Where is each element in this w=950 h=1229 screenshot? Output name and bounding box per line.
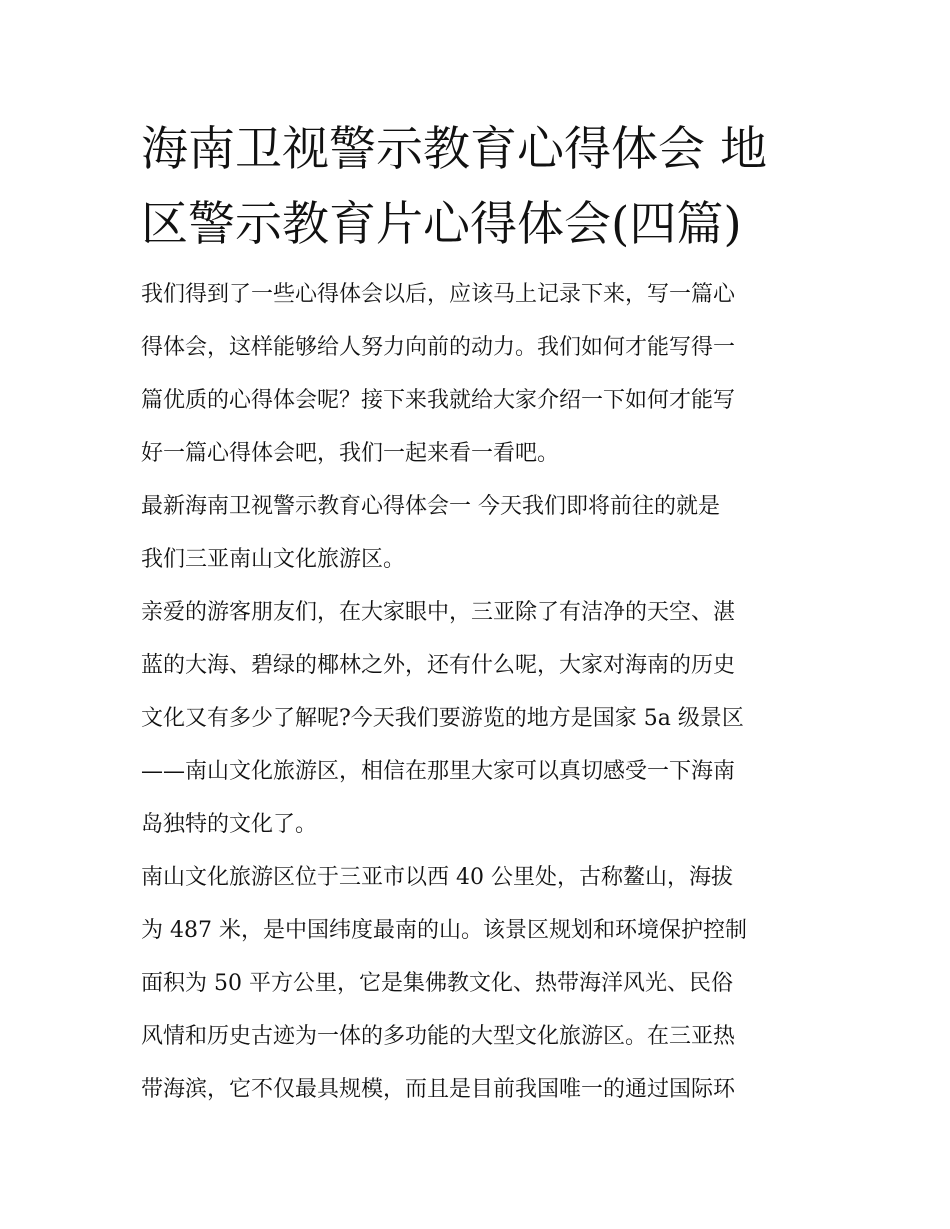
text-line: 我们得到了一些心得体会以后，应该马上记录下来，写一篇心 <box>141 282 736 307</box>
text-line: 得体会，这样能够给人努力向前的动力。我们如何才能写得一 <box>141 335 736 360</box>
text-line: 文化又有多少了解呢?今天我们要游览的地方是国家 5a 级景区 <box>141 706 744 731</box>
text-line: 蓝的大海、碧绿的椰林之外，还有什么呢，大家对海南的历史 <box>141 653 736 678</box>
text-line: 我们三亚南山文化旅游区。 <box>141 547 406 572</box>
paragraph-nanshan-description <box>141 851 813 1116</box>
text-line: 为 487 米，是中国纬度最南的山。该景区规划和环境保护控制 <box>141 918 747 943</box>
text-line: 南山文化旅游区位于三亚市以西 40 公里处，古称鳌山，海拔 <box>141 865 733 890</box>
text-line: 风情和历史古迹为一体的多功能的大型文化旅游区。在三亚热 <box>141 1024 736 1049</box>
text-line: 好一篇心得体会吧，我们一起来看一看吧。 <box>141 441 560 466</box>
title-line: 区警示教育片心得体会(四篇) <box>141 197 742 252</box>
text-line: 亲爱的游客朋友们，在大家眼中，三亚除了有洁净的天空、湛 <box>141 600 736 625</box>
text-line: 面积为 50 平方公里，它是集佛教文化、热带海洋风光、民俗 <box>141 971 733 996</box>
title-line: 海南卫视警示教育心得体会 地 <box>141 122 767 177</box>
document-title <box>141 112 813 262</box>
paragraph-section-one-heading <box>141 480 813 586</box>
text-line: ——南山文化旅游区，相信在那里大家可以真切感受一下海南 <box>141 759 736 784</box>
text-line: 带海滨，它不仅最具规模，而且是目前我国唯一的通过国际环 <box>141 1077 736 1102</box>
text-line: 岛独特的文化了。 <box>141 812 318 837</box>
document-content <box>141 112 813 1116</box>
paragraph-intro <box>141 268 813 480</box>
text-line: 最新海南卫视警示教育心得体会一 今天我们即将前往的就是 <box>141 494 720 519</box>
paragraph-greeting <box>141 586 813 851</box>
text-line: 篇优质的心得体会呢？接下来我就给大家介绍一下如何才能写 <box>141 388 736 413</box>
